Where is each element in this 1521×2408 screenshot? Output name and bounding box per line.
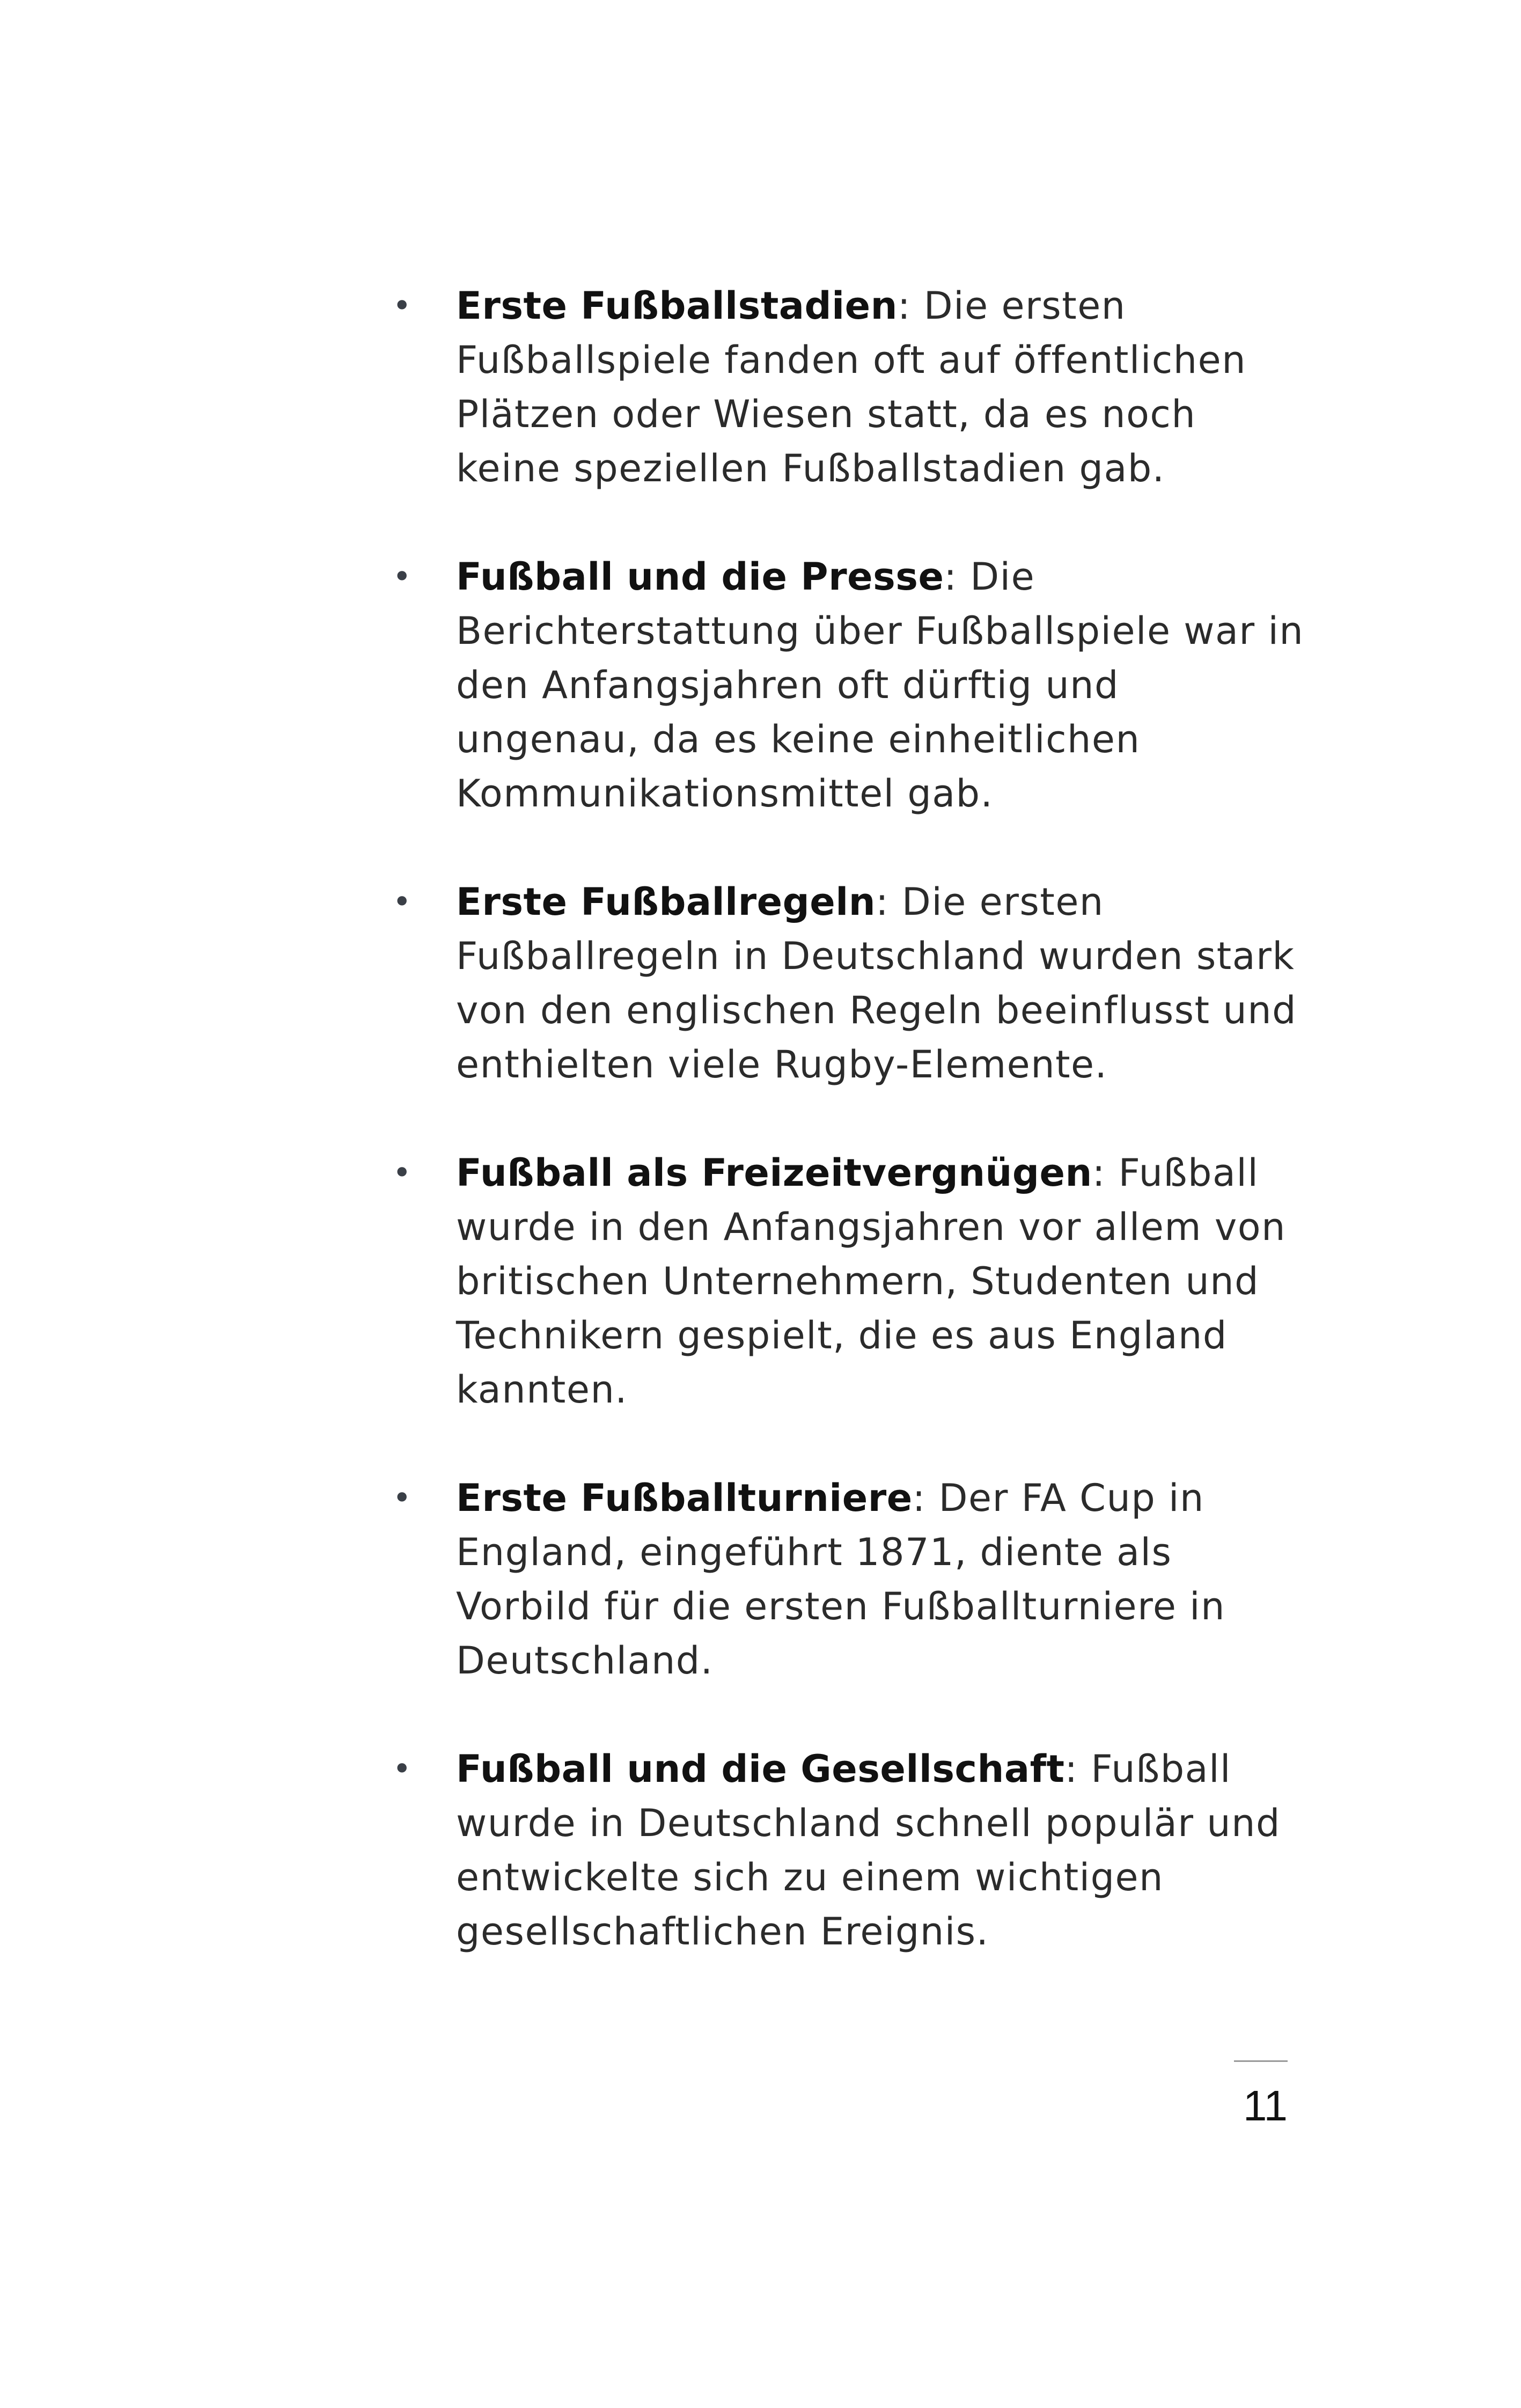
item-term: Erste Fußballturniere [456,1476,913,1520]
item-term: Fußball und die Presse [456,555,944,599]
list-item [386,875,1309,1092]
item-text: Die ersten Fußballregeln in Deutschland wurden stark von den englischen Regeln beeinflusst und enthielten viele Rugby-Elemente. [456,880,1297,1086]
item-text: Fußball wurde in den Anfangsjahren vor allem von britischen Unternehmern, Studenten und Technikern gespielt, die es aus England kannten. [456,1151,1286,1412]
item-term: Erste Fußballstadien [456,284,898,328]
item-text: Die ersten Fußballspiele fanden oft auf öffentlichen Plätzen oder Wiesen statt, da es noch keine speziellen Fußballstadien gab. [456,284,1247,490]
item-term: Fußball als Freizeitvergnügen [456,1151,1092,1195]
bullet-icon: • [392,287,413,325]
item-term: Fußball und die Gesellschaft [456,1747,1065,1791]
page-number-divider [1234,2060,1288,2062]
list-item [386,550,1309,821]
bullet-list [386,279,1309,2013]
bullet-icon: • [392,1750,413,1788]
item-text: Die Berichterstattung über Fußballspiele war in den Anfangsjahren oft dürftig und ungenau, da es keine einheitlichen Kommunikationsmittel gab. [456,555,1304,816]
item-text: Der FA Cup in England, eingeführt 1871, diente als Vorbild für die ersten Fußballturniere in Deutschland. [456,1476,1225,1683]
bullet-icon: • [392,1154,413,1192]
list-item [386,1471,1309,1688]
item-separator: : [944,555,971,599]
list-item [386,1742,1309,1959]
page-number: 11 [1243,2082,1288,2130]
bullet-icon: • [392,558,413,596]
bullet-icon: • [392,1479,413,1517]
item-separator: : [1064,1747,1091,1791]
item-separator: : [912,1476,939,1520]
item-separator: : [876,880,902,924]
item-separator: : [1092,1151,1119,1195]
bullet-icon: • [392,883,413,921]
list-item [386,1146,1309,1417]
item-term: Erste Fußballregeln [456,880,876,924]
item-separator: : [897,284,924,328]
item-text: Fußball wurde in Deutschland schnell populär und entwickelte sich zu einem wichtigen gesellschaftlichen Ereignis. [456,1747,1281,1954]
list-item [386,279,1309,496]
